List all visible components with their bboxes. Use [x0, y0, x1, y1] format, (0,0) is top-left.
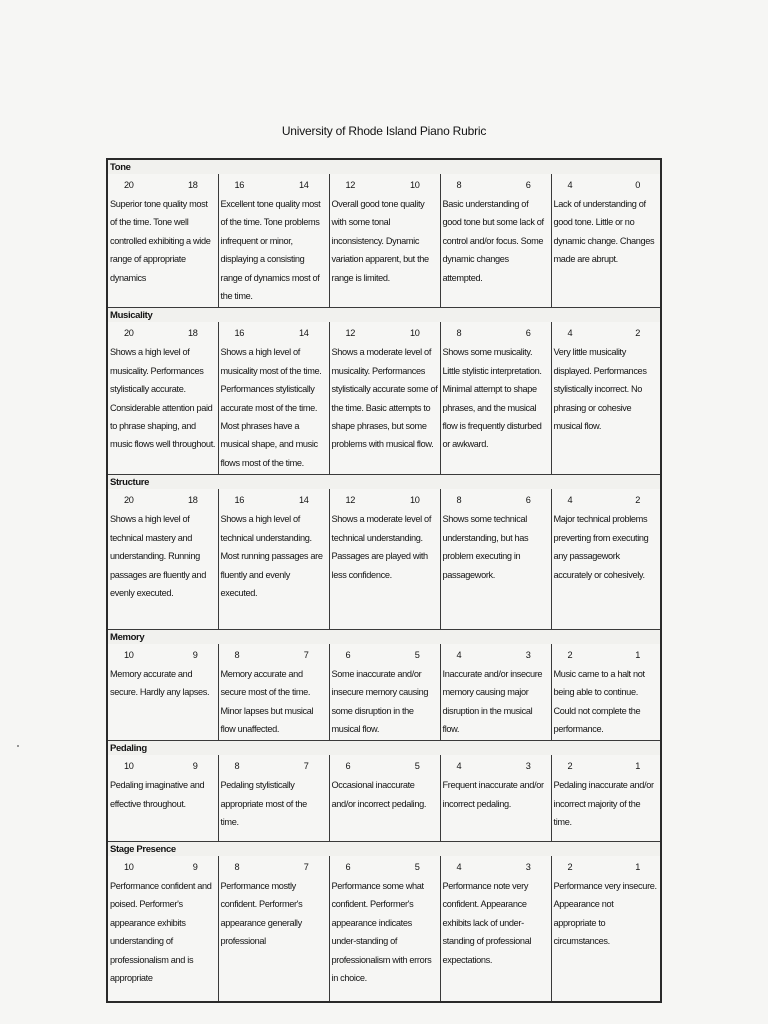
category-header-row-structure: [107, 475, 661, 490]
rubric-cell: [107, 322, 218, 474]
level-description: Inaccurate and/or insecure memory causing major disruption in the musical flow.: [442, 668, 543, 734]
score-high: 4: [567, 180, 573, 190]
score-high: 20: [124, 495, 134, 506]
score-high: 16: [234, 495, 245, 506]
score-low: 3: [525, 861, 531, 872]
score-high: 6: [345, 649, 351, 660]
score-range: [110, 323, 216, 343]
score-range: [554, 756, 659, 776]
score-low: 10: [409, 495, 420, 506]
score-low: 9: [192, 761, 198, 772]
score-range: [110, 175, 216, 195]
score-high: 20: [124, 180, 134, 190]
level-description: Performance mostly confident. Performer's appearance generally professional: [220, 880, 303, 947]
score-low: 5: [414, 649, 420, 660]
score-range: [443, 490, 549, 510]
rubric-cell: [107, 174, 218, 308]
level-description: Performance confident and poised. Performer's appearance exhibits understanding of professionalism and is appropriate: [110, 880, 212, 983]
level-description: Major technical problems preverting from executing any passagework accurately or cohesively.: [553, 514, 649, 580]
rubric-cell: [218, 322, 329, 474]
score-high: 12: [345, 495, 356, 506]
score-high: 2: [567, 761, 573, 772]
score-high: 16: [234, 328, 245, 339]
score-low: 14: [298, 180, 309, 190]
rubric-cell: [329, 856, 440, 1002]
score-high: 4: [456, 861, 462, 872]
category-name-structure: Structure: [107, 475, 661, 490]
score-low: 18: [187, 180, 198, 190]
category-header-row-stage-presence: [107, 841, 661, 856]
score-high: 8: [456, 180, 462, 190]
rubric-cell: [107, 489, 218, 629]
score-low: 14: [298, 495, 309, 506]
score-low: 2: [635, 328, 641, 339]
score-low: 1: [635, 861, 641, 872]
score-range: [554, 175, 659, 195]
level-description: Shows a high level of musicality most of the time. Performances stylistically accurate most of the time. Most phrases have a musical shape, and music flows most of the time.: [220, 347, 322, 468]
category-header-row-pedaling: [107, 741, 661, 756]
score-low: 7: [303, 761, 309, 772]
score-range: [554, 857, 659, 877]
category-levels-row-tone: [107, 174, 661, 308]
score-low: 6: [525, 495, 531, 506]
score-range: [332, 490, 438, 510]
category-name-memory: Memory: [107, 629, 661, 644]
rubric-cell: [551, 644, 661, 741]
score-low: 9: [192, 649, 198, 660]
rubric-cell: [218, 856, 329, 1002]
score-low: 18: [187, 495, 198, 506]
level-description: Overall good tone quality with some tonal inconsistency. Dynamic variation apparent, but the range is limited.: [331, 199, 429, 283]
score-low: 5: [414, 761, 420, 772]
score-range: [221, 645, 327, 665]
score-low: 7: [303, 861, 309, 872]
score-range: [221, 323, 327, 343]
rubric-cell: [440, 644, 551, 741]
rubric-cell: [218, 644, 329, 741]
score-range: [554, 645, 659, 665]
score-range: [554, 490, 659, 510]
rubric-cell: [329, 755, 440, 841]
score-low: 3: [525, 761, 531, 772]
score-low: 0: [635, 180, 641, 190]
score-range: [221, 857, 327, 877]
score-high: 8: [456, 495, 462, 506]
score-range: [110, 645, 216, 665]
level-description: Shows a high level of technical understanding. Most running passages are fluently and evenly executed.: [220, 514, 323, 598]
level-description: Shows a high level of musicality. Performances stylistically accurate. Considerable attention paid to phrase shaping, and music flows well throughout.: [110, 347, 216, 450]
score-low: 10: [409, 328, 420, 339]
level-description: Very little musicality displayed. Performances stylistically incorrect. No phrasing or cohesive musical flow.: [553, 347, 647, 432]
score-high: 6: [345, 861, 351, 872]
score-high: 10: [124, 649, 134, 660]
rubric-cell: [107, 644, 218, 741]
score-range: [332, 645, 438, 665]
score-range: [443, 645, 549, 665]
score-low: 14: [298, 328, 309, 339]
category-name-tone: Tone: [107, 159, 661, 174]
level-description: Pedaling inaccurate and/or incorrect majority of the time.: [553, 780, 654, 828]
rubric-cell: [329, 322, 440, 474]
score-low: 9: [192, 861, 198, 872]
level-description: Shows a moderate level of musicality. Performances stylistically accurate some of the time. Basic attempts to shape phrases, but some problems with musical flow.: [331, 347, 438, 450]
category-levels-row-pedaling: [107, 755, 661, 841]
rubric-cell: [107, 755, 218, 841]
rubric-cell: [551, 174, 661, 308]
score-high: 4: [567, 495, 573, 506]
score-high: 8: [234, 649, 240, 660]
level-description: Performance note very confident. Appearance exhibits lack of under-standing of professional expectations.: [442, 880, 532, 965]
score-high: 6: [345, 761, 351, 772]
category-levels-row-stage-presence: [107, 856, 661, 1002]
score-low: 18: [187, 328, 198, 339]
score-range: [332, 323, 438, 343]
category-name-stage-presence: Stage Presence: [107, 841, 661, 856]
score-high: 2: [567, 649, 573, 660]
score-range: [554, 323, 659, 343]
rubric-cell: [329, 174, 440, 308]
level-description: Lack of understanding of good tone. Little or no dynamic change. Changes made are abrupt.: [553, 199, 655, 265]
score-range: [443, 756, 549, 776]
score-high: 12: [345, 328, 356, 339]
score-high: 8: [234, 861, 240, 872]
category-header-row-memory: [107, 629, 661, 644]
rubric-cell: [107, 856, 218, 1002]
score-range: [221, 756, 327, 776]
level-description: Excellent tone quality most of the time. Tone problems infrequent or minor, displaying a consisting range of dynamics most of the time.: [220, 199, 321, 302]
level-description: Pedaling imaginative and effective throughout.: [110, 780, 205, 809]
rubric-cell: [440, 322, 551, 474]
rubric-table: [106, 158, 662, 1003]
score-high: 12: [345, 180, 356, 190]
score-low: 3: [525, 649, 531, 660]
level-description: Music came to a halt not being able to continue. Could not complete the performance.: [553, 668, 645, 734]
score-range: [110, 756, 216, 776]
page-title: University of Rhode Island Piano Rubric: [281, 124, 487, 138]
score-high: 8: [456, 328, 462, 339]
level-description: Pedaling stylistically appropriate most of the time.: [220, 780, 307, 828]
rubric-body: [107, 159, 661, 1002]
score-low: 2: [635, 495, 641, 506]
score-range: [332, 756, 438, 776]
score-low: 5: [414, 861, 420, 872]
rubric-cell: [329, 644, 440, 741]
score-low: 1: [635, 761, 641, 772]
level-description: Shows a high level of technical mastery and understanding. Running passages are fluently and evenly executed.: [110, 514, 206, 598]
rubric-cell: [440, 856, 551, 1002]
category-levels-row-structure: [107, 489, 661, 629]
rubric-cell: [551, 489, 661, 629]
category-name-pedaling: Pedaling: [107, 741, 661, 756]
score-range: [443, 323, 549, 343]
level-description: Basic understanding of good tone but some lack of control and/or focus. Some dynamic changes attempted.: [442, 199, 544, 283]
score-high: 20: [124, 328, 134, 339]
level-description: Performance some what confident. Performer's appearance indicates under-standing of professionalism with errors in choice.: [331, 880, 432, 983]
rubric-cell: [551, 322, 661, 474]
level-description: Shows some musicality. Little stylistic interpretation. Minimal attempt to shape phrases, and the musical flow is frequently disturbed or awkward.: [442, 347, 542, 450]
score-low: 7: [303, 649, 309, 660]
score-range: [110, 857, 216, 877]
score-high: 16: [234, 180, 245, 190]
score-range: [110, 490, 216, 510]
category-name-musicality: Musicality: [107, 308, 661, 323]
category-levels-row-musicality: [107, 322, 661, 474]
score-range: [443, 857, 549, 877]
level-description: Superior tone quality most of the time. Tone well controlled exhibiting a wide range of appropriate dynamics: [110, 199, 211, 283]
rubric-cell: [551, 755, 661, 841]
level-description: Performance very insecure. Appearance not appropriate to circumstances.: [553, 880, 657, 947]
score-high: 2: [567, 861, 573, 872]
score-low: 6: [525, 180, 531, 190]
score-low: 10: [409, 180, 420, 190]
level-description: Shows some technical understanding, but has problem executing in passagework.: [442, 514, 529, 580]
level-description: Shows a moderate level of technical understanding. Passages are played with less confidence.: [331, 514, 432, 580]
score-range: [443, 175, 549, 195]
scan-speck: [17, 745, 19, 747]
rubric-cell: [440, 489, 551, 629]
score-range: [332, 175, 438, 195]
rubric-cell: [551, 856, 661, 1002]
rubric-cell: [440, 174, 551, 308]
score-high: 4: [567, 328, 573, 339]
score-range: [332, 857, 438, 877]
score-high: 10: [124, 761, 134, 772]
score-high: 10: [124, 861, 134, 872]
score-high: 4: [456, 649, 462, 660]
score-range: [221, 175, 327, 195]
category-header-row-musicality: [107, 308, 661, 323]
score-high: 8: [234, 761, 240, 772]
score-range: [221, 490, 327, 510]
category-levels-row-memory: [107, 644, 661, 741]
score-high: 4: [456, 761, 462, 772]
score-low: 6: [525, 328, 531, 339]
rubric-cell: [218, 755, 329, 841]
rubric-cell: [218, 489, 329, 629]
category-header-row-tone: [107, 159, 661, 174]
level-description: Frequent inaccurate and/or incorrect pedaling.: [442, 780, 544, 809]
level-description: Memory accurate and secure most of the time. Minor lapses but musical flow unaffected.: [220, 668, 314, 734]
rubric-cell: [218, 174, 329, 308]
rubric-cell: [329, 489, 440, 629]
rubric-cell: [440, 755, 551, 841]
level-description: Some inaccurate and/or insecure memory causing some disruption in the musical flow.: [331, 668, 429, 734]
level-description: Occasional inaccurate and/or incorrect pedaling.: [331, 780, 427, 809]
score-low: 1: [635, 649, 641, 660]
level-description: Memory accurate and secure. Hardly any lapses.: [110, 668, 210, 698]
